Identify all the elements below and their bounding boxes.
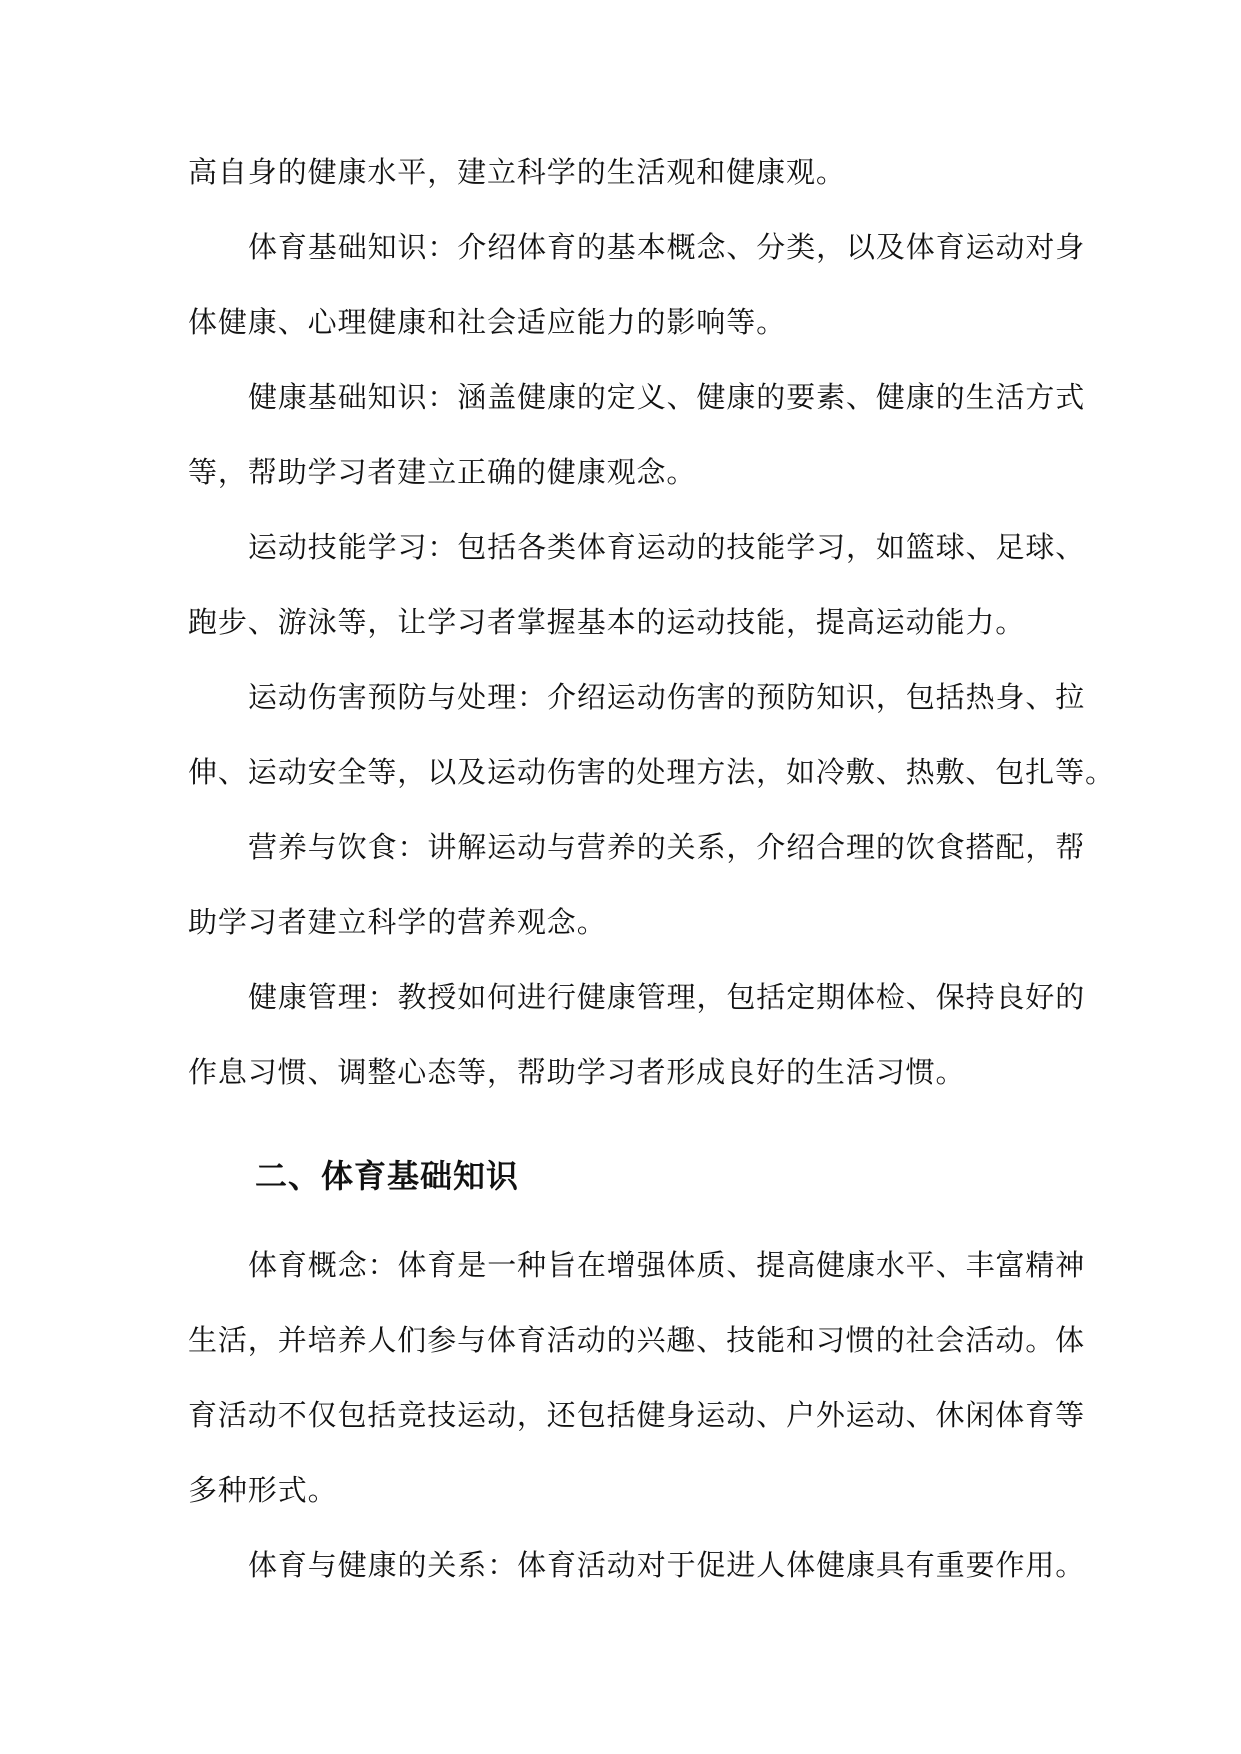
paragraph-line: 跑步、游泳等，让学习者掌握基本的运动技能，提高运动能力。 <box>188 605 1026 639</box>
paragraph-line: 营养与饮食：讲解运动与营养的关系，介绍合理的饮食搭配，帮 <box>248 830 1086 864</box>
paragraph-line: 育活动不仅包括竞技运动，还包括健身运动、户外运动、休闲体育等 <box>188 1398 1086 1432</box>
paragraph-line: 伸、运动安全等，以及运动伤害的处理方法，如冷敷、热敷、包扎等。 <box>188 755 1115 789</box>
paragraph-line: 作息习惯、调整心态等，帮助学习者形成良好的生活习惯。 <box>188 1055 966 1089</box>
paragraph-line: 健康管理：教授如何进行健康管理，包括定期体检、保持良好的 <box>248 980 1086 1014</box>
paragraph-line: 运动伤害预防与处理：介绍运动伤害的预防知识，包括热身、拉 <box>248 680 1086 714</box>
paragraph-line: 体健康、心理健康和社会适应能力的影响等。 <box>188 305 787 339</box>
paragraph-line: 多种形式。 <box>188 1473 338 1507</box>
paragraph-line: 等，帮助学习者建立正确的健康观念。 <box>188 455 697 489</box>
paragraph-line: 体育与健康的关系：体育活动对于促进人体健康具有重要作用。 <box>248 1548 1086 1582</box>
paragraph-line: 高自身的健康水平，建立科学的生活观和健康观。 <box>188 155 846 189</box>
paragraph-line: 助学习者建立科学的营养观念。 <box>188 905 607 939</box>
section-heading: 二、体育基础知识 <box>255 1157 520 1195</box>
paragraph-line: 体育概念：体育是一种旨在增强体质、提高健康水平、丰富精神 <box>248 1248 1086 1282</box>
paragraph-line: 生活，并培养人们参与体育活动的兴趣、技能和习惯的社会活动。体 <box>188 1323 1086 1357</box>
paragraph-line: 健康基础知识：涵盖健康的定义、健康的要素、健康的生活方式 <box>248 380 1086 414</box>
paragraph-line: 运动技能学习：包括各类体育运动的技能学习，如篮球、足球、 <box>248 530 1086 564</box>
paragraph-line: 体育基础知识：介绍体育的基本概念、分类，以及体育运动对身 <box>248 230 1086 264</box>
